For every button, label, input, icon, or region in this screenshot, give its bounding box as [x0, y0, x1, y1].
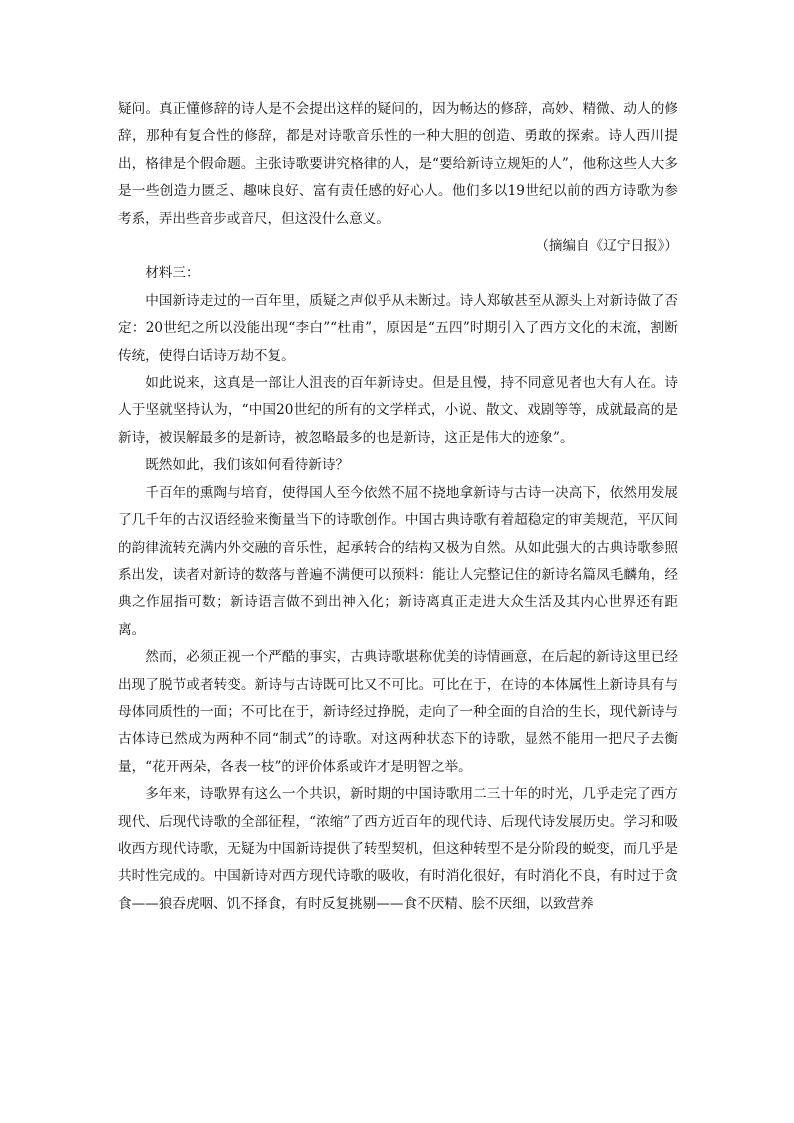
paragraph: 然而，必须正视一个严酷的事实，古典诗歌堪称优美的诗情画意，在后起的新诗这里已经出现了脱节或者转变。新诗与古诗既可比又不可比。可比在于，在诗的本体属性上新诗具有与母体同质性的一面；不可比在于，新诗经过挣脱，走向了一种全面的自洽的生长，现代新诗与古体诗已然成为两种不同“制式”的诗歌。对这两种状态下的诗歌，显然不能用一把尺子去衡量，“花开两朵，各表一枝”的评价体系或许才是明智之举。 — [118, 649, 678, 775]
paragraph: 如此说来，这真是一部让人沮丧的百年新诗史。但是且慢，持不同意见者也大有人在。诗人于坚就坚持认为，“中国20世纪的所有的文学样式，小说、散文、戏剧等等，成就最高的是新诗，被误解最多的是新诗，被忽略最多的也是新诗，这正是伟大的迹象”。 — [118, 375, 678, 446]
paragraph: 千百年的熏陶与培育，使得国人至今依然不屈不挠地拿新诗与古诗一决高下，依然用发展了几千年的古汉语经验来衡量当下的诗歌创作。中国古典诗歌有着超稳定的审美规范，平仄间的韵律流转充满内外交融的音乐性，起承转合的结构又极为自然。从如此强大的古典诗歌参照系出发，读者对新诗的数落与普遍不满便可以预料：能让人完整记住的新诗名篇凤毛麟角，经典之作屈指可数；新诗语言做不到出神入化；新诗离真正走进大众生活及其内心世界还有距离。 — [118, 484, 678, 638]
paragraph: 既然如此，我们该如何看待新诗？ — [145, 457, 350, 474]
section-heading: 材料三： — [145, 265, 200, 282]
paragraph-continuation: 疑问。真正懂修辞的诗人是不会提出这样的疑问的，因为畅达的修辞，高妙、精微、动人的修辞，那种有复合性的修辞，都是对诗歌音乐性的一种大胆的创造、勇敢的探索。诗人西川提出，格律是个假命题。主张诗歌要讲究格律的人，是“要给新诗立规矩的人”，他称这些人大多是一些创造力匮乏、趣味良好、富有责任感的好心人。他们多以19世纪以前的西方诗歌为参考系，弄出些音步或音尺，但这没什么意义。 — [118, 101, 678, 227]
source-citation: （摘编自《辽宁日报》） — [535, 238, 678, 255]
paragraph: 多年来，诗歌界有这么一个共识，新时期的中国诗歌用二三十年的时光，几乎走完了西方现代、后现代诗歌的全部征程，“浓缩”了西方近百年的现代诗、后现代诗发展历史。学习和吸收西方现代诗歌，无疑为中国新诗提供了转型契机，但这种转型不是分阶段的蜕变，而几乎是共时性完成的。中国新诗对西方现代诗歌的吸收，有时消化很好，有时消化不良，有时过于贪食——狼吞虎咽、饥不择食，有时反复挑剔——食不厌精、脍不厌细，以致营养 — [118, 786, 678, 912]
document-page — [118, 96, 678, 918]
paragraph: 中国新诗走过的一百年里，质疑之声似乎从未断过。诗人郑敏甚至从源头上对新诗做了否定：20世纪之所以没能出现“李白”“杜甫”，原因是“五四”时期引入了西方文化的末流，割断传统，使得白话诗万劫不复。 — [118, 292, 678, 364]
